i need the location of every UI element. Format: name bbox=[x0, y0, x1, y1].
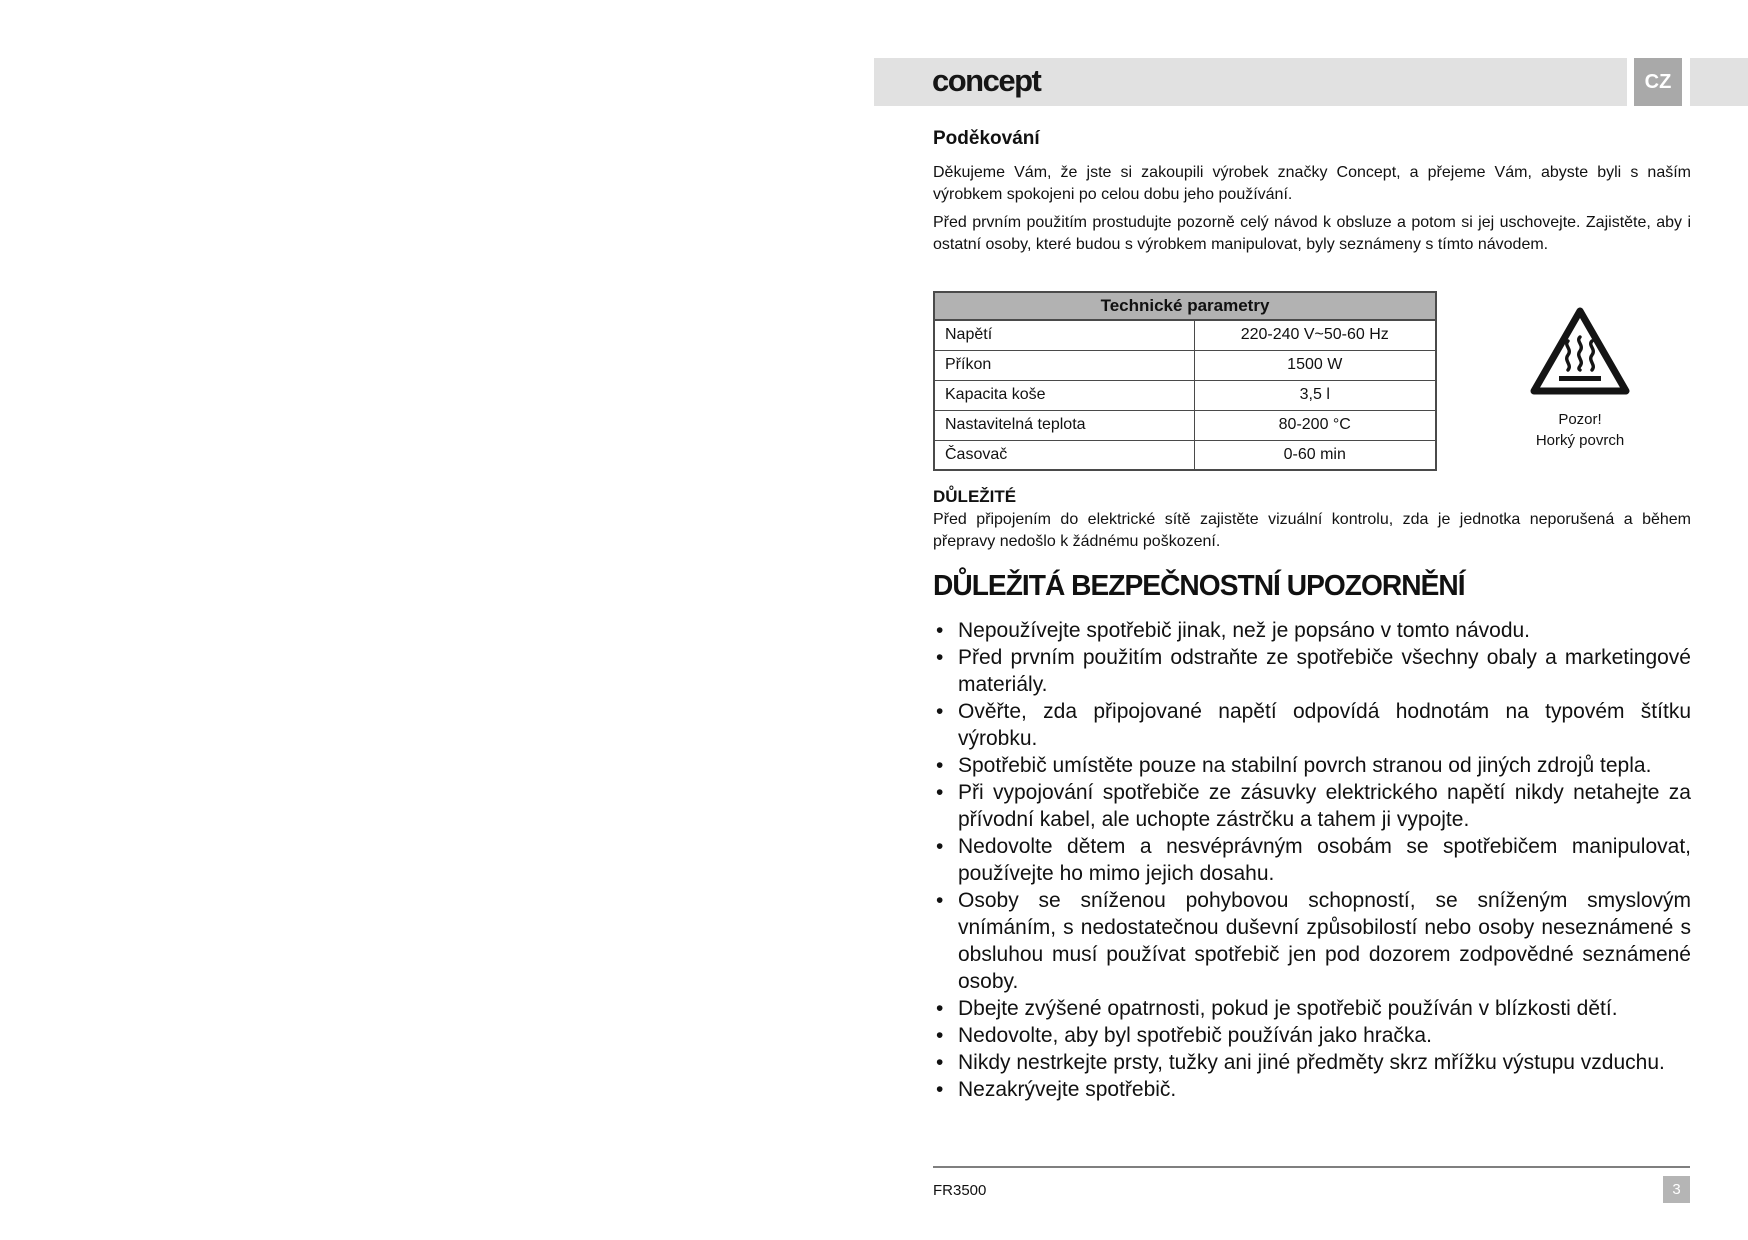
important-paragraph: Před připojením do elektrické sítě zajistěte vizuální kontrolu, zda je jednotka neporušená a během přepravy nedošlo k žádnému poškození. bbox=[933, 511, 1691, 550]
bullet-marker: • bbox=[936, 835, 944, 858]
page-number-badge: 3 bbox=[1663, 1176, 1690, 1203]
spec-section bbox=[933, 291, 1691, 469]
param-label: Nastavitelná teplota bbox=[934, 410, 1194, 440]
bullet-marker: • bbox=[936, 700, 944, 723]
safety-bullet-item bbox=[933, 995, 1691, 1022]
bullet-text: Před prvním použitím odstraňte ze spotřebiče všechny obaly a marketingové materiály. bbox=[958, 646, 1691, 696]
bullet-text: Osoby se sníženou pohybovou schopností, se sníženým smyslovým vnímáním, s nedostatečnou duševní způsobilostí nebo osoby neseznámené s obsluhou musí používat spotřebič jen pod dozorem zodpovědné seznámené osoby. bbox=[958, 889, 1691, 993]
table-row bbox=[934, 350, 1436, 380]
concept-logo: concept bbox=[932, 62, 1041, 98]
bullet-text: Ověřte, zda připojované napětí odpovídá hodnotám na typovém štítku výrobku. bbox=[958, 700, 1691, 750]
safety-bullet-item bbox=[933, 887, 1691, 995]
bullet-text: Nedovolte, aby byl spotřebič používán jako hračka. bbox=[958, 1024, 1432, 1047]
bullet-text: Nikdy nestrkejte prsty, tužky ani jiné předměty skrz mřížku výstupu vzduchu. bbox=[958, 1051, 1665, 1074]
page-content bbox=[933, 128, 1691, 1103]
footer-divider bbox=[933, 1166, 1690, 1168]
bullet-text: Dbejte zvýšené opatrnosti, pokud je spotřebič používán v blízkosti dětí. bbox=[958, 997, 1618, 1020]
bullet-marker: • bbox=[936, 1051, 944, 1074]
bullet-marker: • bbox=[936, 1024, 944, 1047]
warning-caption-line1: Pozor! bbox=[1558, 411, 1602, 428]
hot-surface-warning bbox=[1495, 305, 1665, 451]
param-label: Příkon bbox=[934, 350, 1194, 380]
safety-bullet-item bbox=[933, 617, 1691, 644]
safety-bullet-item bbox=[933, 1022, 1691, 1049]
bullet-text: Při vypojování spotřebiče ze zásuvky elektrického napětí nikdy netahejte za přívodní kabel, ale uchopte zástrčku a tahem ji vypojte. bbox=[958, 781, 1691, 831]
param-label: Časovač bbox=[934, 440, 1194, 470]
hot-surface-warning-icon bbox=[1528, 305, 1632, 397]
safety-bullet-item bbox=[933, 698, 1691, 752]
bullet-marker: • bbox=[936, 1078, 944, 1101]
bullet-marker: • bbox=[936, 997, 944, 1020]
tech-params-table bbox=[933, 291, 1437, 471]
language-badge: CZ bbox=[1634, 58, 1682, 106]
safety-bullet-item bbox=[933, 833, 1691, 887]
bullet-text: Nedovolte dětem a nesvéprávným osobám se spotřebičem manipulovat, používejte ho mimo jejich dosahu. bbox=[958, 835, 1691, 885]
table-title: Technické parametry bbox=[934, 292, 1436, 320]
header-bar-right-segment bbox=[1690, 58, 1748, 106]
bullet-text: Nezakrývejte spotřebič. bbox=[958, 1078, 1177, 1101]
safety-bullet-item bbox=[933, 752, 1691, 779]
bullet-marker: • bbox=[936, 781, 944, 804]
param-value: 3,5 l bbox=[1194, 380, 1436, 410]
bullet-marker: • bbox=[936, 646, 944, 669]
bullet-text: Nepoužívejte spotřebič jinak, než je popsáno v tomto návodu. bbox=[958, 619, 1531, 642]
model-number: FR3500 bbox=[933, 1182, 987, 1199]
table-row bbox=[934, 440, 1436, 470]
warning-caption bbox=[1495, 409, 1665, 451]
safety-bullet-item bbox=[933, 779, 1691, 833]
param-value: 80-200 °C bbox=[1194, 410, 1436, 440]
safety-heading: DŮLEŽITÁ BEZPEČNOSTNÍ UPOZORNĚNÍ bbox=[933, 570, 1465, 602]
bullet-marker: • bbox=[936, 889, 944, 912]
safety-bullet-item bbox=[933, 1076, 1691, 1103]
table-header-row bbox=[934, 292, 1436, 320]
safety-bullet-item bbox=[933, 644, 1691, 698]
param-value: 0-60 min bbox=[1194, 440, 1436, 470]
safety-bullet-item bbox=[933, 1049, 1691, 1076]
param-value: 220-240 V~50-60 Hz bbox=[1194, 320, 1436, 350]
param-label: Napětí bbox=[934, 320, 1194, 350]
bullet-marker: • bbox=[936, 754, 944, 777]
table-row bbox=[934, 320, 1436, 350]
param-value: 1500 W bbox=[1194, 350, 1436, 380]
warning-caption-line2: Horký povrch bbox=[1535, 432, 1625, 449]
bullet-marker: • bbox=[936, 619, 944, 642]
bullet-text: Spotřebič umístěte pouze na stabilní povrch stranou od jiných zdrojů tepla. bbox=[958, 754, 1652, 777]
table-row bbox=[934, 410, 1436, 440]
table-row bbox=[934, 380, 1436, 410]
param-label: Kapacita koše bbox=[934, 380, 1194, 410]
header-bar bbox=[874, 58, 1627, 106]
thanks-paragraph-2: Před prvním použitím prostudujte pozorně celý návod k obsluze a potom si jej uschovejte. Zajistěte, aby i ostatní osoby, které budou s výrobkem manipulovat, byly seznámeny s tímto návodem. bbox=[933, 214, 1691, 253]
important-title: DŮLEŽITÉ bbox=[933, 487, 1017, 506]
thanks-paragraph-1: Děkujeme Vám, že jste si zakoupili výrobek značky Concept, a přejeme Vám, abyste byli s naším výrobkem spokojeni po celou dobu jeho používání. bbox=[933, 164, 1691, 203]
thanks-title: Poděkování bbox=[933, 128, 1040, 149]
safety-bullet-list bbox=[933, 617, 1691, 1103]
